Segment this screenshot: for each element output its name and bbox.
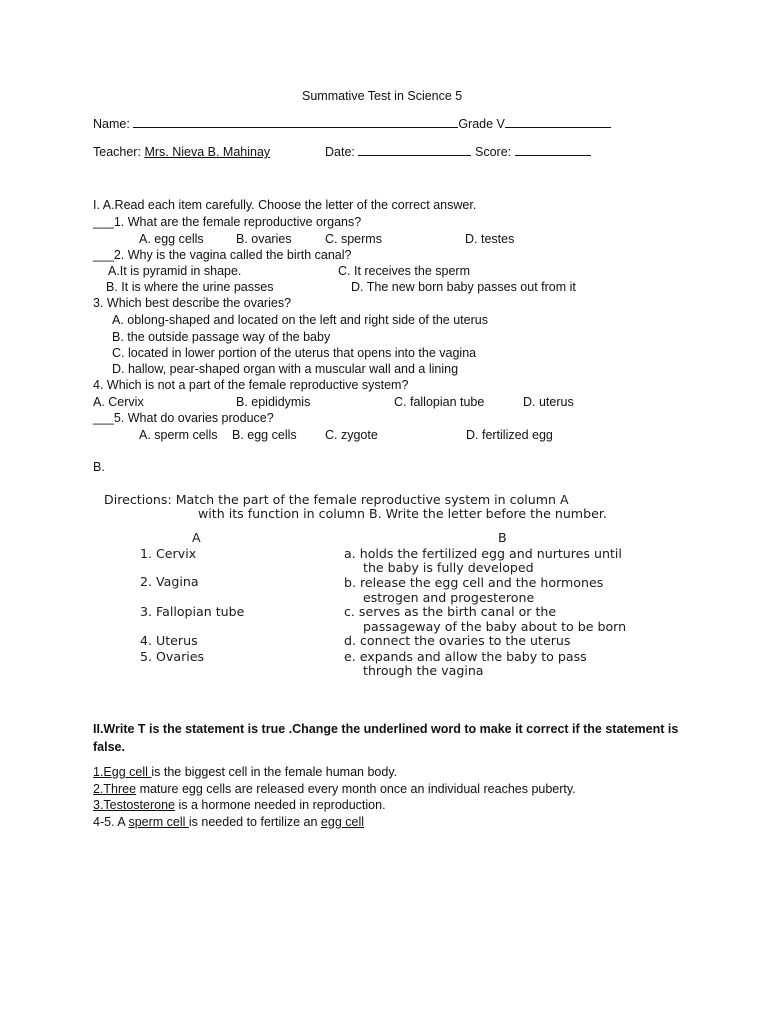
q4-option-d: D. uterus xyxy=(523,395,574,409)
q2-stem: ___2. Why is the vagina called the birth canal? xyxy=(93,248,352,262)
q5-stem: ___5. What do ovaries produce? xyxy=(93,411,274,425)
q1-option-d: D. testes xyxy=(465,232,515,246)
q4-stem: 4. Which is not a part of the female reproductive system? xyxy=(93,378,409,392)
match-a-item: 1. Cervix xyxy=(140,546,197,561)
score-line xyxy=(475,144,591,160)
column-b-header: B xyxy=(498,530,507,545)
score-blank[interactable] xyxy=(515,144,591,156)
statement-1 xyxy=(93,764,397,780)
q4-option-b: B. epididymis xyxy=(236,395,311,409)
date-label: Date: xyxy=(325,145,355,159)
part-b-label: B. xyxy=(93,460,105,474)
match-b-item: e. expands and allow the baby to pass xyxy=(344,649,587,664)
match-a-item: 3. Fallopian tube xyxy=(140,604,245,619)
match-a-item: 4. Uterus xyxy=(140,633,198,648)
matching-directions-2: with its function in column B. Write the letter before the number. xyxy=(198,506,607,521)
statement-1-text: is the biggest cell in the female human body. xyxy=(151,765,398,779)
statement-3-underlined: 3.Testosterone xyxy=(93,798,175,812)
match-a-item: 2. Vagina xyxy=(140,574,199,589)
q3-option-a: A. oblong-shaped and located on the left and right side of the uterus xyxy=(112,313,488,327)
match-b-item: c. serves as the birth canal or the xyxy=(344,604,557,619)
page-title: Summative Test in Science 5 xyxy=(302,89,463,103)
match-b-item-cont: the baby is fully developed xyxy=(363,560,534,575)
match-b-item: b. release the egg cell and the hormones xyxy=(344,575,604,590)
statement-4-5-text: is needed to fertilize an xyxy=(188,815,321,829)
match-a-item: 5. Ovaries xyxy=(140,649,205,664)
statement-4-5 xyxy=(93,814,364,830)
statement-3 xyxy=(93,797,386,813)
statement-2-text: mature egg cells are released every month once an individual reaches puberty. xyxy=(136,782,576,796)
q3-option-c: C. located in lower portion of the uterus that opens into the vagina xyxy=(112,346,477,360)
matching-block xyxy=(92,486,682,682)
date-blank[interactable] xyxy=(358,144,471,156)
q5-option-d: D. fertilized egg xyxy=(466,428,553,442)
q3-option-d: D. hallow, pear-shaped organ with a muscular wall and a lining xyxy=(112,362,459,376)
q3-option-b: B. the outside passage way of the baby xyxy=(112,330,331,344)
q4-option-a: A. Cervix xyxy=(93,395,144,409)
teacher-name: Mrs. Nieva B. Mahinay xyxy=(144,145,271,159)
q2-option-b: B. It is where the urine passes xyxy=(106,280,274,294)
grade-blank[interactable] xyxy=(505,116,611,128)
q5-option-a: A. sperm cells xyxy=(139,428,218,442)
q1-stem: ___1. What are the female reproductive organs? xyxy=(93,215,362,229)
matching-directions-1: Directions: Match the part of the female reproductive system in column A xyxy=(104,492,569,507)
grade-label: Grade V xyxy=(458,117,505,131)
q1-option-a: A. egg cells xyxy=(139,232,204,246)
part1-instruction: I. A.Read each item carefully. Choose the letter of the correct answer. xyxy=(93,198,477,212)
q2-option-c: C. It receives the sperm xyxy=(338,264,470,278)
teacher-label: Teacher: xyxy=(93,145,141,159)
date-line xyxy=(325,144,471,160)
statement-4-5-prefix: 4-5. A xyxy=(93,815,129,829)
q5-option-c: C. zygote xyxy=(325,428,378,442)
q1-option-b: B. ovaries xyxy=(236,232,292,246)
match-b-item-cont: estrogen and progesterone xyxy=(363,590,535,605)
score-label: Score: xyxy=(475,145,512,159)
name-line xyxy=(93,116,611,132)
q3-stem: 3. Which best describe the ovaries? xyxy=(93,296,292,310)
statement-4-5-underlined-2: egg cell xyxy=(320,815,365,829)
statement-2-underlined: 2.Three xyxy=(93,782,137,796)
match-b-item: d. connect the ovaries to the uterus xyxy=(344,633,571,648)
column-a-header: A xyxy=(192,530,201,545)
name-blank[interactable] xyxy=(133,116,458,128)
q1-option-c: C. sperms xyxy=(325,232,382,246)
match-b-item: a. holds the fertilized egg and nurtures until xyxy=(344,546,622,561)
statement-3-text: is a hormone needed in reproduction. xyxy=(175,798,386,812)
statement-2 xyxy=(93,781,576,797)
q2-option-a: A.It is pyramid in shape. xyxy=(108,264,242,278)
teacher-line xyxy=(93,144,270,160)
match-b-item-cont: passageway of the baby about to be born xyxy=(363,619,627,634)
match-b-item-cont: through the vagina xyxy=(363,663,484,678)
name-label: Name: xyxy=(93,117,130,131)
q5-option-b: B. egg cells xyxy=(232,428,297,442)
statement-4-5-underlined-1: sperm cell xyxy=(128,815,189,829)
statement-1-underlined: 1.Egg cell xyxy=(93,765,152,779)
part2-instruction: II.Write T is the statement is true .Change the underlined word to make it correct if the statement is false. xyxy=(93,722,679,754)
q4-option-c: C. fallopian tube xyxy=(394,395,485,409)
q2-option-d: D. The new born baby passes out from it xyxy=(351,280,576,294)
